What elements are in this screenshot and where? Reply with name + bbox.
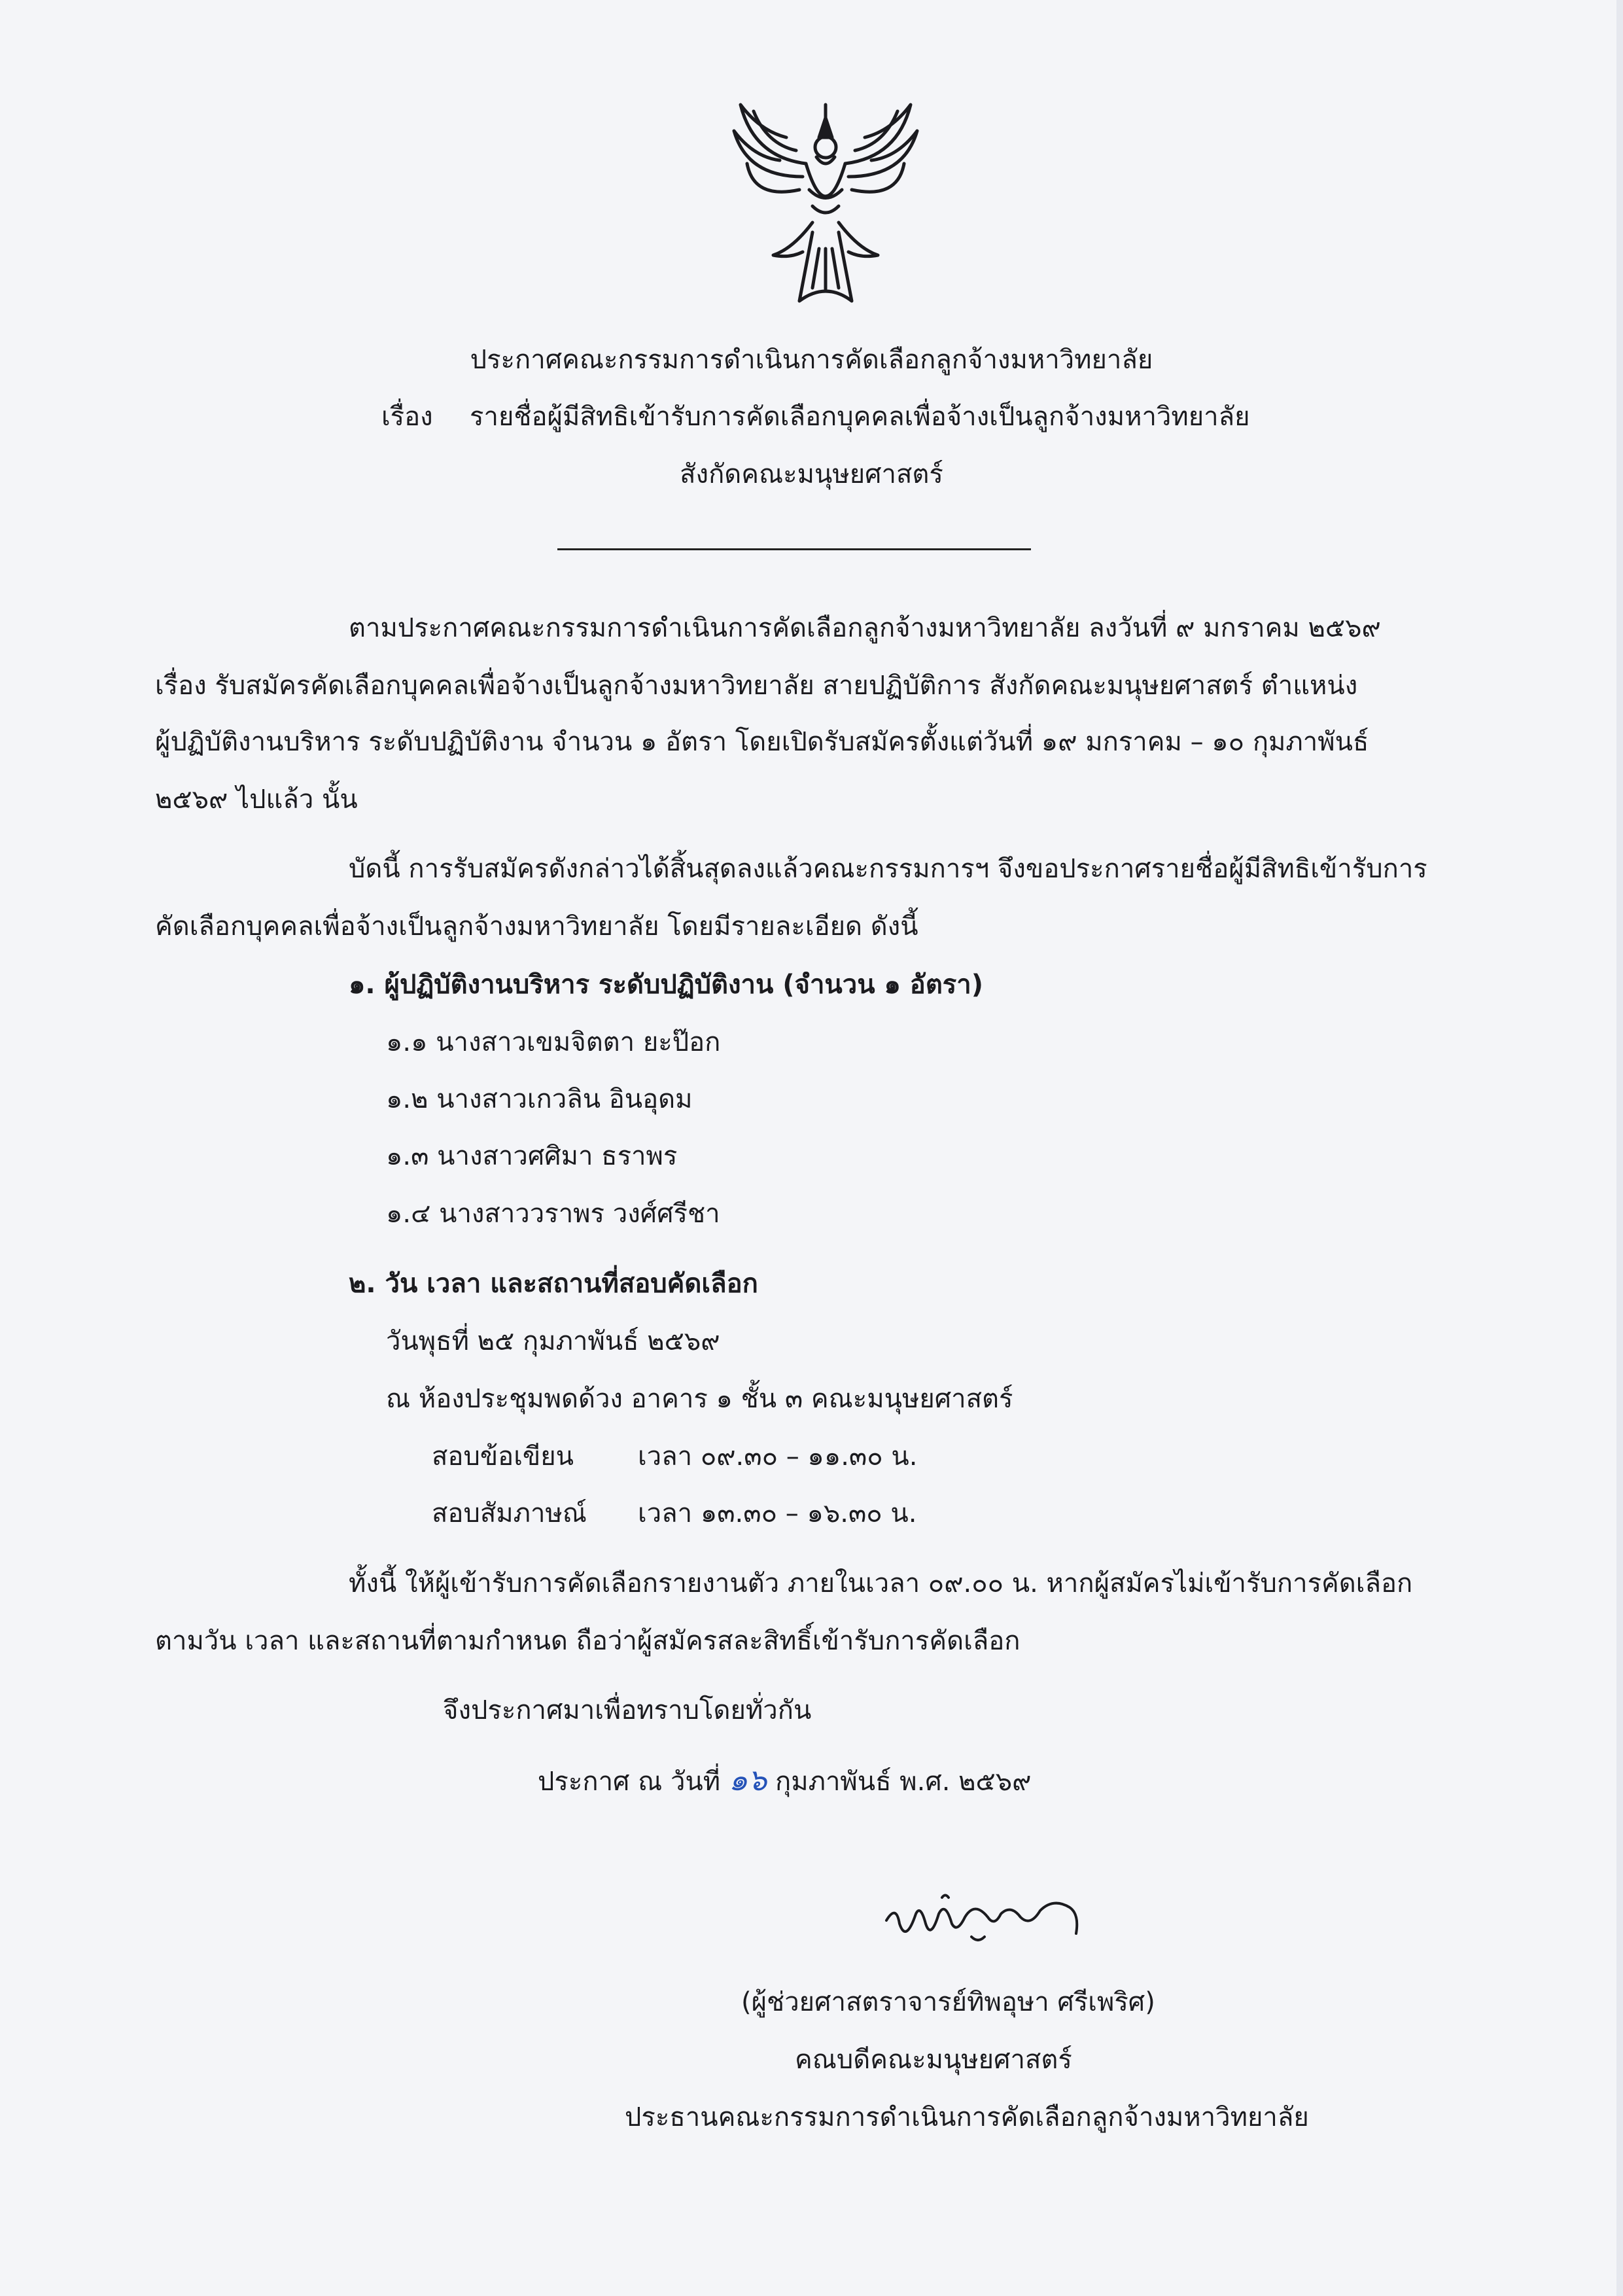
written-exam-time: เวลา ๐๙.๓๐ – ๑๑.๓๐ น. <box>638 1441 918 1472</box>
scan-edge <box>1616 0 1623 2296</box>
section1-heading: ๑. ผู้ปฏิบัติงานบริหาร ระดับปฏิบัติงาน (จำนวน ๑ อัตรา) <box>349 970 984 1000</box>
para2-line2: คัดเลือกบุคคลเพื่อจ้างเป็นลูกจ้างมหาวิทยาลัย โดยมีรายละเอียด ดังนี้ <box>155 911 918 942</box>
garuda-emblem-icon <box>727 92 924 314</box>
interview-label: สอบสัมภาษณ์ <box>432 1498 587 1528</box>
para1-line3: ผู้ปฏิบัติงานบริหาร ระดับปฏิบัติงาน จำนวน ๑ อัตรา โดยเปิดรับสมัครตั้งแต่วันที่ ๑๙ มกราคม – ๑๐ กุมภาพันธ์ <box>155 727 1369 757</box>
subject-text: รายชื่อผู้มีสิทธิเข้ารับการคัดเลือกบุคคลเพื่อจ้างเป็นลูกจ้างมหาวิทยาลัย <box>470 402 1250 432</box>
announce-prefix: ประกาศ ณ วันที่ <box>538 1767 721 1797</box>
candidate-item: ๑.๓ นางสาวศศิมา ธราพร <box>386 1141 678 1171</box>
para3-line2: ตามวัน เวลา และสถานที่ตามกำหนด ถือว่าผู้สมัครสละสิทธิ์เข้ารับการคัดเลือก <box>155 1626 1021 1656</box>
signer-name: (ผู้ช่วยศาสตราจารย์ทิพอุษา ศรีเพริศ) <box>741 1987 1155 2017</box>
candidate-item: ๑.๔ นางสาววราพร วงศ์ศรีชา <box>386 1199 720 1229</box>
exam-place: ณ ห้องประชุมพดด้วง อาคาร ๑ ชั้น ๓ คณะมนุษยศาสตร์ <box>386 1384 1013 1414</box>
signer-position: คณบดีคณะมนุษยศาสตร์ <box>795 2045 1072 2075</box>
signer-committee-role: ประธานคณะกรรมการดำเนินการคัดเลือกลูกจ้างมหาวิทยาลัย <box>625 2102 1309 2132</box>
announcement-title: ประกาศคณะกรรมการดำเนินการคัดเลือกลูกจ้างมหาวิทยาลัย <box>470 345 1153 375</box>
candidate-item: ๑.๑ นางสาวเขมจิตตา ยะป๊อก <box>386 1027 721 1057</box>
written-exam-label: สอบข้อเขียน <box>432 1441 574 1472</box>
exam-date: วันพุธที่ ๒๕ กุมภาพันธ์ ๒๕๖๙ <box>386 1326 720 1356</box>
interview-time: เวลา ๑๓.๓๐ – ๑๖.๓๐ น. <box>638 1498 917 1528</box>
para1-line4: ๒๕๖๙ ไปแล้ว นั้น <box>155 785 358 815</box>
para1-line2: เรื่อง รับสมัครคัดเลือกบุคคลเพื่อจ้างเป็นลูกจ้างมหาวิทยาลัย สายปฏิบัติการ สังกัดคณะมนุษยศาสตร์ ตำแหน่ง <box>155 671 1358 701</box>
para3-line1: ทั้งนี้ ให้ผู้เข้ารับการคัดเลือกรายงานตัว ภายในเวลา ๐๙.๐๐ น. หากผู้สมัครไม่เข้ารับการคัดเลือก <box>349 1568 1413 1598</box>
header-divider <box>557 548 1031 550</box>
announce-date <box>538 1760 1031 1801</box>
subject-label: เรื่อง <box>381 402 433 432</box>
para1-line1: ตามประกาศคณะกรรมการดำเนินการคัดเลือกลูกจ้างมหาวิทยาลัย ลงวันที่ ๙ มกราคม ๒๕๖๙ <box>349 613 1381 643</box>
section2-heading: ๒. วัน เวลา และสถานที่สอบคัดเลือก <box>349 1269 758 1299</box>
handwritten-signature <box>880 1888 1096 1960</box>
subject-faculty: สังกัดคณะมนุษยศาสตร์ <box>680 459 943 489</box>
closing-text: จึงประกาศมาเพื่อทราบโดยทั่วกัน <box>443 1695 812 1725</box>
para2-line1: บัดนี้ การรับสมัครดังกล่าวได้สิ้นสุดลงแล้วคณะกรรมการฯ จึงขอประกาศรายชื่อผู้มีสิทธิเข้ารับการ <box>349 854 1427 884</box>
announce-suffix: กุมภาพันธ์ พ.ศ. ๒๕๖๙ <box>775 1767 1032 1797</box>
candidate-item: ๑.๒ นางสาวเกวลิน อินอุดม <box>386 1084 693 1114</box>
announce-day: ๑๖ <box>728 1762 767 1797</box>
